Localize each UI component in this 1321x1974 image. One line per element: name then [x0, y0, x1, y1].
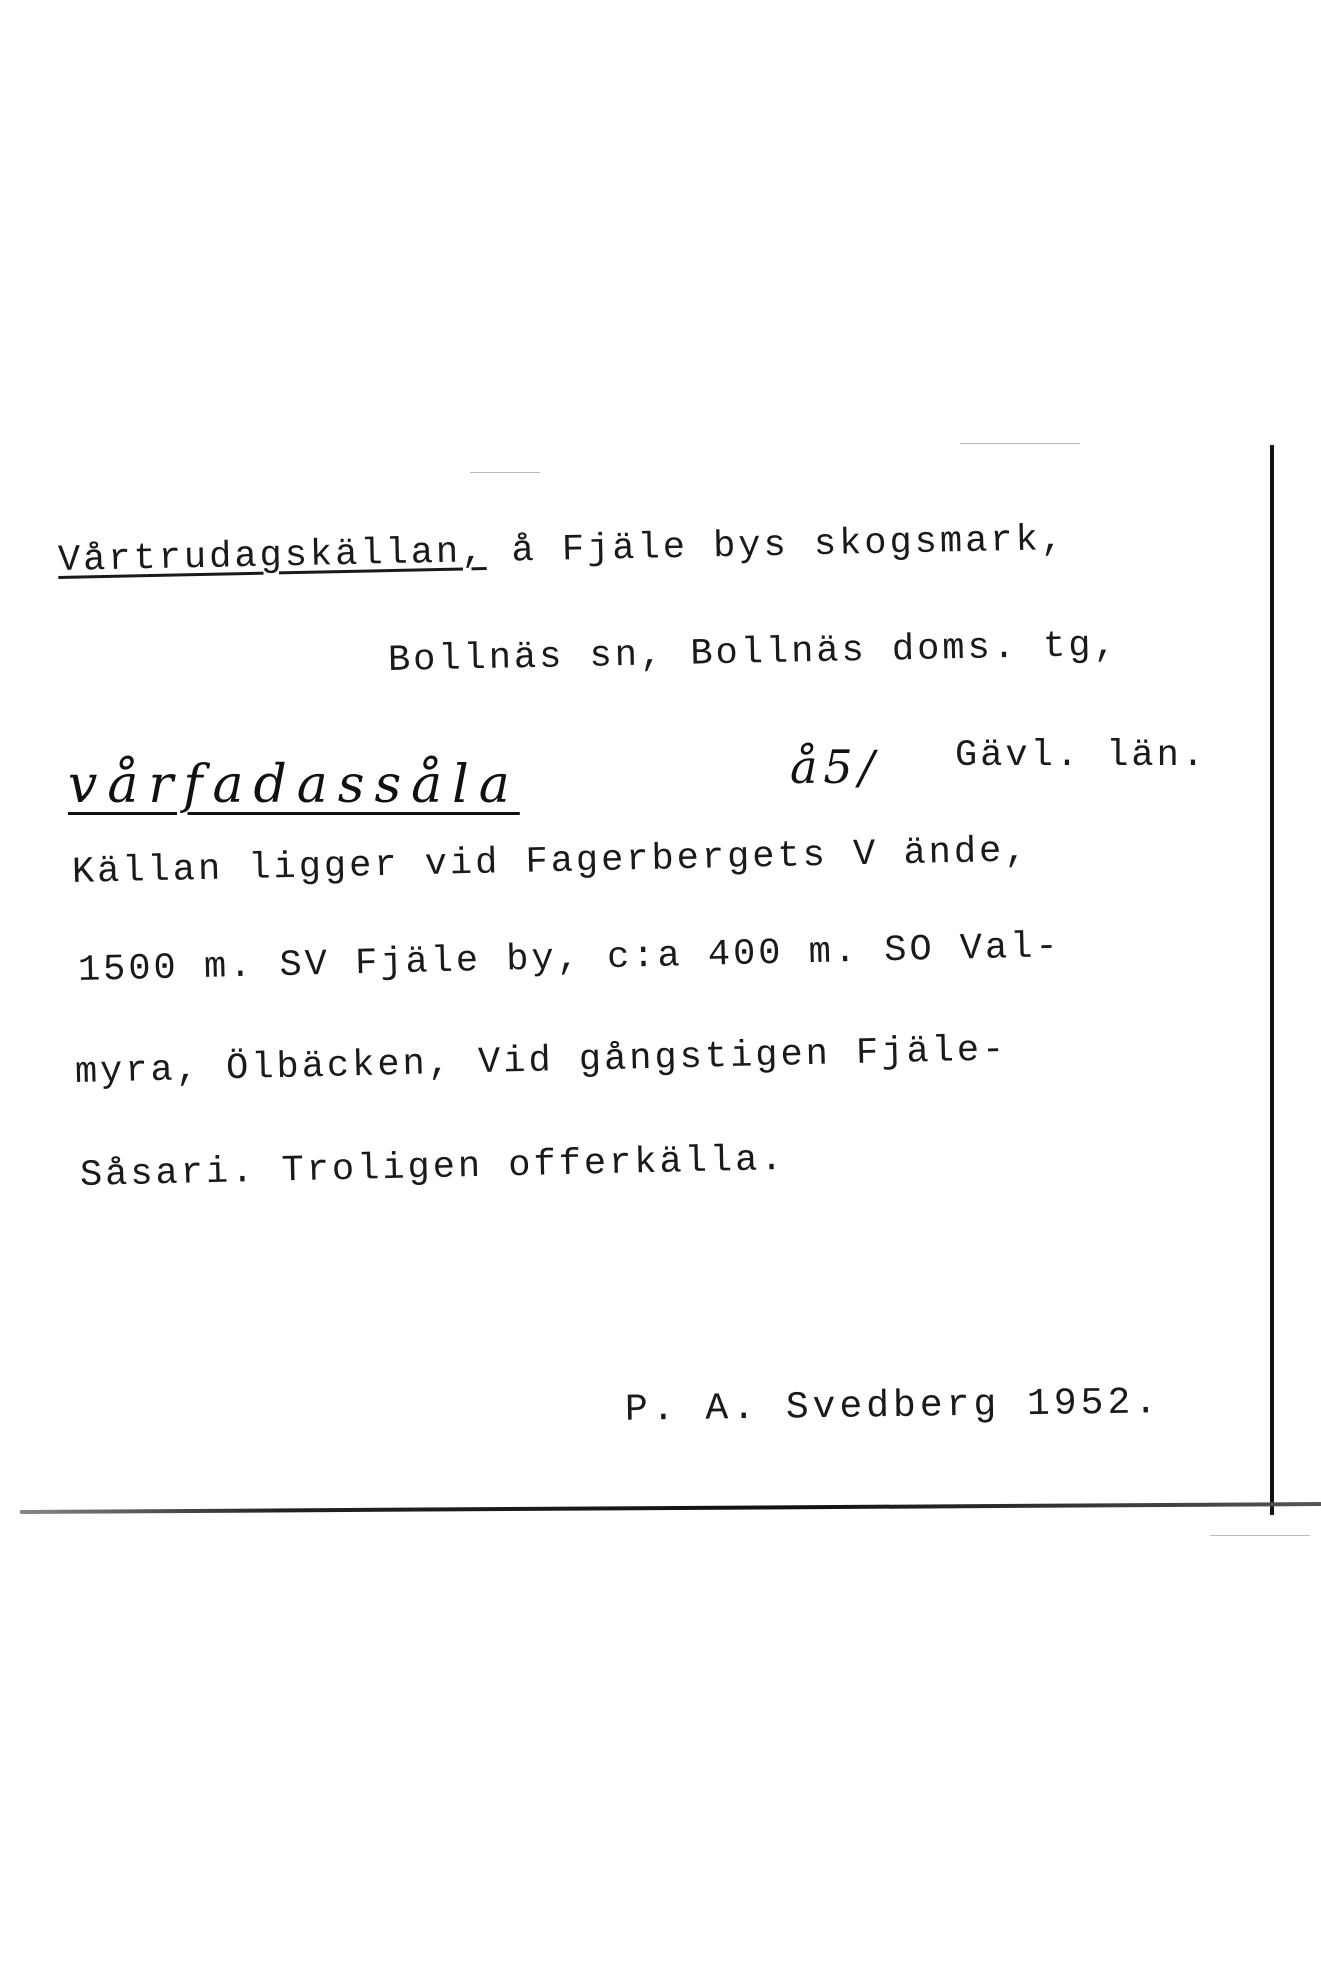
entry-line-1 [58, 519, 1067, 582]
scan-speck [1210, 1535, 1310, 1536]
body-line-4: Såsari. Troligen offerkälla. [79, 1138, 786, 1197]
phonetic-suffix: å5/ [790, 740, 881, 794]
card-edge-bottom [20, 1502, 1321, 1514]
headword: Vårtrudagskällan, [57, 531, 487, 582]
body-line-2: 1500 m. SV Fjäle by, c:a 400 m. SO Val- [77, 925, 1062, 992]
card-edge-right [1270, 445, 1274, 1515]
scan-speck [960, 443, 1080, 444]
scan-speck [470, 472, 540, 473]
phonetic-form: vårfadassåla [68, 755, 520, 815]
phonetic-transcription [68, 755, 520, 815]
location-text: å Fjäle bys skogsmark, [485, 518, 1067, 574]
signature: P. A. Svedberg 1952. [624, 1381, 1162, 1432]
county-text: Gävl. län. [955, 735, 1208, 777]
body-line-3: myra, Ölbäcken, Vid gångstigen Fjäle- [74, 1029, 1008, 1094]
entry-line-2: Bollnäs sn, Bollnäs doms. tg, [387, 624, 1120, 682]
body-line-1: Källan ligger vid Fagerbergets V ände, [71, 830, 1030, 894]
